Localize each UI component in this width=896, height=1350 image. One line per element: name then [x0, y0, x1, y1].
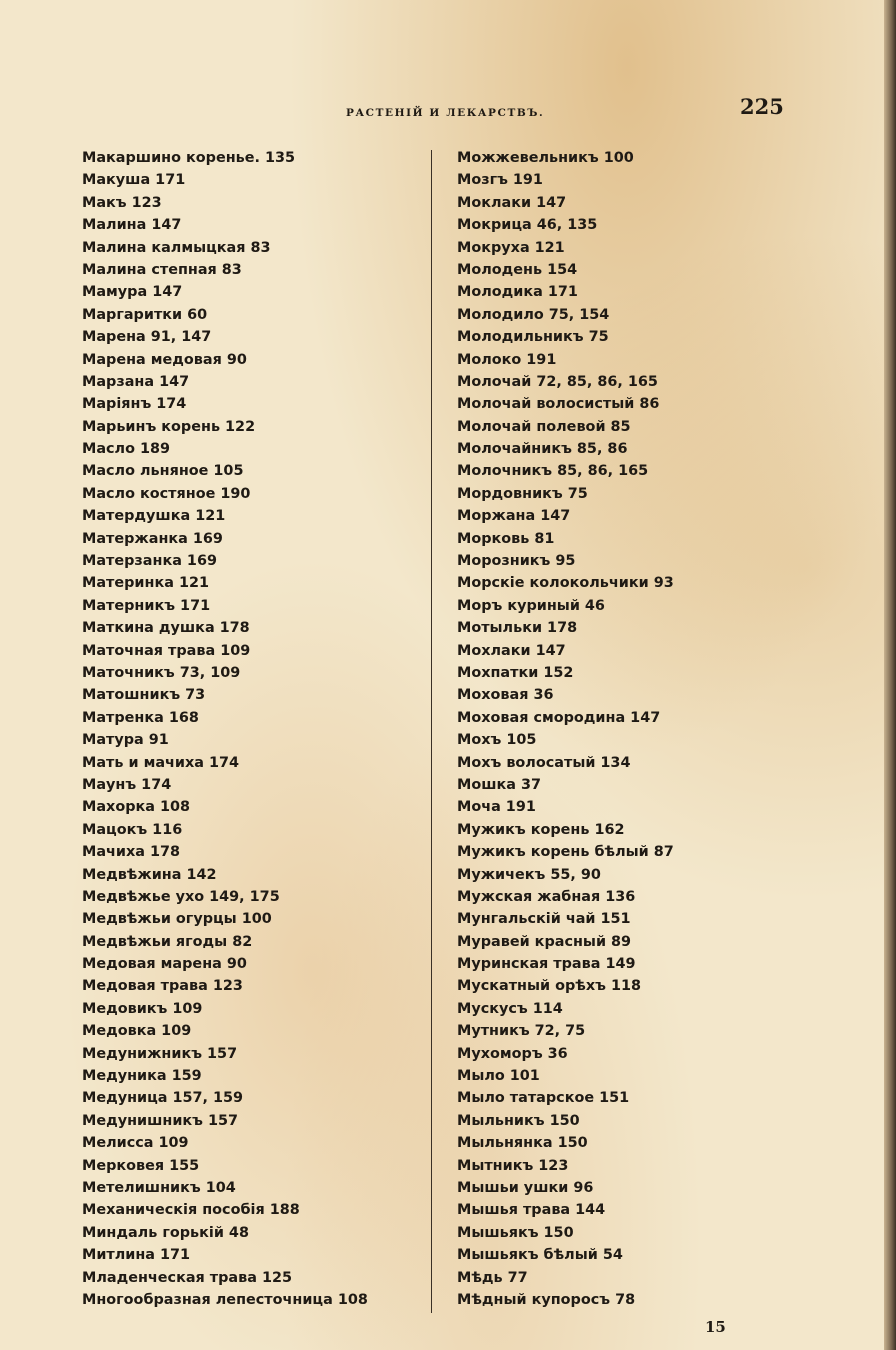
index-entry: Маточникъ 73, 109	[82, 664, 241, 681]
index-entry: Макуша 171	[82, 172, 186, 189]
index-entry: Митлина 171	[82, 1247, 191, 1264]
index-entry: Мохпатки 152	[457, 664, 574, 681]
index-entry: Мачиха 178	[82, 844, 181, 861]
index-entry: Медовка 109	[82, 1023, 192, 1040]
index-entry: Малина степная 83	[82, 261, 242, 278]
index-entry: Молоко 191	[457, 351, 557, 368]
index-entry: Марена медовая 90	[82, 351, 247, 368]
index-entry: Моклаки 147	[457, 194, 567, 211]
index-entry: Медвѣжьи огурцы 100	[82, 911, 272, 928]
index-entry: Младенческая трава 125	[82, 1269, 293, 1286]
index-entry: Молочайникъ 85, 86	[457, 441, 628, 458]
index-entry: Мотыльки 178	[457, 620, 578, 637]
index-entry: Мужикъ корень 162	[457, 821, 625, 838]
index-entry: Мокруха 121	[457, 239, 565, 256]
index-entry: Мышья трава 144	[457, 1202, 606, 1219]
index-entry: Медуника 159	[82, 1068, 202, 1085]
index-entry: Морозникъ 95	[457, 553, 576, 570]
index-entry: Маунъ 174	[82, 776, 172, 793]
index-entry: Мошка 37	[457, 776, 542, 793]
index-entry: Мыльникъ 150	[457, 1112, 580, 1129]
index-entry: Молодень 154	[457, 261, 578, 278]
running-header: РАСТЕНІЙ И ЛЕКАРСТВЪ.	[346, 107, 545, 119]
index-entry: Медовикъ 109	[82, 1000, 203, 1017]
index-entry: Мышьякъ 150	[457, 1224, 574, 1241]
index-entry: Мускусъ 114	[457, 1000, 563, 1017]
index-entry: Мыльнянка 150	[457, 1135, 588, 1152]
index-entry: Матержанка 169	[82, 530, 223, 547]
index-entry: Масло 189	[82, 441, 171, 458]
index-entry: Матура 91	[82, 732, 169, 749]
index-entry: Мерковея 155	[82, 1157, 200, 1174]
index-entry: Молочай волосистый 86	[457, 396, 660, 413]
index-entry: Мытникъ 123	[457, 1157, 569, 1174]
index-entry: Мунгальскій чай 151	[457, 911, 631, 928]
index-entry: Малина калмыцкая 83	[82, 239, 271, 256]
index-entry: Медунишникъ 157	[82, 1112, 239, 1129]
index-column-right	[457, 147, 787, 1311]
index-entry: Метелишникъ 104	[82, 1179, 236, 1196]
index-entry: Мутникъ 72, 75	[457, 1023, 586, 1040]
index-entry: Мохъ волосатый 134	[457, 754, 631, 771]
index-entry: Медвѣжина 142	[82, 866, 217, 883]
index-entry: Мужская жабная 136	[457, 888, 636, 905]
index-entry: Мордовникъ 75	[457, 485, 588, 502]
index-entry: Мать и мачиха 174	[82, 754, 240, 771]
index-entry: Макъ 123	[82, 194, 162, 211]
index-entry: Мускатный орѣхъ 118	[457, 978, 642, 995]
index-entry: Мужикъ корень бѣлый 87	[457, 844, 674, 861]
index-entry: Мыло татарское 151	[457, 1090, 630, 1107]
index-entry: Молодило 75, 154	[457, 306, 610, 323]
index-entry: Моржана 147	[457, 508, 571, 525]
index-entry: Мыло 101	[457, 1068, 540, 1085]
index-entry: Мохлаки 147	[457, 642, 566, 659]
index-entry: Мѣдь 77	[457, 1269, 528, 1286]
index-entry: Моча 191	[457, 799, 536, 816]
index-entry: Малина 147	[82, 217, 182, 234]
index-entry: Миндаль горькій 48	[82, 1224, 249, 1241]
column-divider	[431, 150, 432, 1313]
index-entry: Медовая марена 90	[82, 956, 247, 973]
index-entry: Мохъ 105	[457, 732, 537, 749]
index-entry: Матердушка 121	[82, 508, 226, 525]
index-entry: Макаршино коренье. 135	[82, 150, 296, 166]
index-entry: Маткина душка 178	[82, 620, 250, 637]
index-entry: Мѣдный купоросъ 78	[457, 1291, 636, 1308]
index-entry: Мозгъ 191	[457, 172, 543, 189]
index-entry: Муринская трава 149	[457, 956, 636, 973]
index-entry: Махорка 108	[82, 799, 191, 816]
index-entry: Молодильникъ 75	[457, 329, 609, 346]
index-entry: Молочай 72, 85, 86, 165	[457, 373, 658, 390]
index-entry: Масло льняное 105	[82, 463, 244, 480]
index-entry: Материнка 121	[82, 575, 209, 592]
index-entry: Моръ куриный 46	[457, 597, 605, 614]
index-entry: Медвѣжьи ягоды 82	[82, 933, 253, 950]
index-entry: Моховая смородина 147	[457, 709, 661, 726]
index-entry: Муравей красный 89	[457, 933, 632, 950]
index-entry: Мокрица 46, 135	[457, 217, 598, 234]
index-entry: Медуница 157, 159	[82, 1090, 244, 1107]
index-entry: Мацокъ 116	[82, 821, 183, 838]
index-entry: Моховая 36	[457, 687, 554, 704]
index-entry: Молодика 171	[457, 284, 578, 301]
index-entry: Матошникъ 73	[82, 687, 206, 704]
index-entry: Морскіе колокольчики 93	[457, 575, 674, 592]
page-edge	[884, 0, 896, 1350]
index-entry: Мелисса 109	[82, 1135, 189, 1152]
index-entry: Молочникъ 85, 86, 165	[457, 463, 649, 480]
index-entry: Можжевельникъ 100	[457, 150, 634, 166]
index-column-left	[82, 147, 424, 1311]
index-entry: Мужичекъ 55, 90	[457, 866, 601, 883]
index-entry: Марьинъ корень 122	[82, 418, 256, 435]
index-entry: Матренка 168	[82, 709, 199, 726]
index-entry: Мухоморъ 36	[457, 1045, 568, 1062]
index-entry: Матерзанка 169	[82, 553, 217, 570]
index-entry: Мамура 147	[82, 284, 183, 301]
page-number: 225	[740, 94, 784, 119]
index-entry: Медовая трава 123	[82, 978, 243, 995]
index-entry: Маріянъ 174	[82, 396, 187, 413]
index-entry: Матерникъ 171	[82, 597, 211, 614]
index-entry: Марзана 147	[82, 373, 190, 390]
index-entry: Маточная трава 109	[82, 642, 251, 659]
index-entry: Медунижникъ 157	[82, 1045, 238, 1062]
index-entry: Мышьякъ бѣлый 54	[457, 1247, 623, 1264]
index-entry: Мышьи ушки 96	[457, 1179, 594, 1196]
index-entry: Медвѣжье ухо 149, 175	[82, 888, 280, 905]
index-entry: Марена 91, 147	[82, 329, 212, 346]
index-entry: Многообразная лепесточница 108	[82, 1291, 368, 1308]
index-entry: Механическія пособія 188	[82, 1202, 300, 1219]
index-entry: Молочай полевой 85	[457, 418, 631, 435]
index-entry: Масло костяное 190	[82, 485, 251, 502]
index-entry: Морковь 81	[457, 530, 555, 547]
index-entry: Маргаритки 60	[82, 306, 208, 323]
signature-mark: 15	[705, 1318, 726, 1336]
